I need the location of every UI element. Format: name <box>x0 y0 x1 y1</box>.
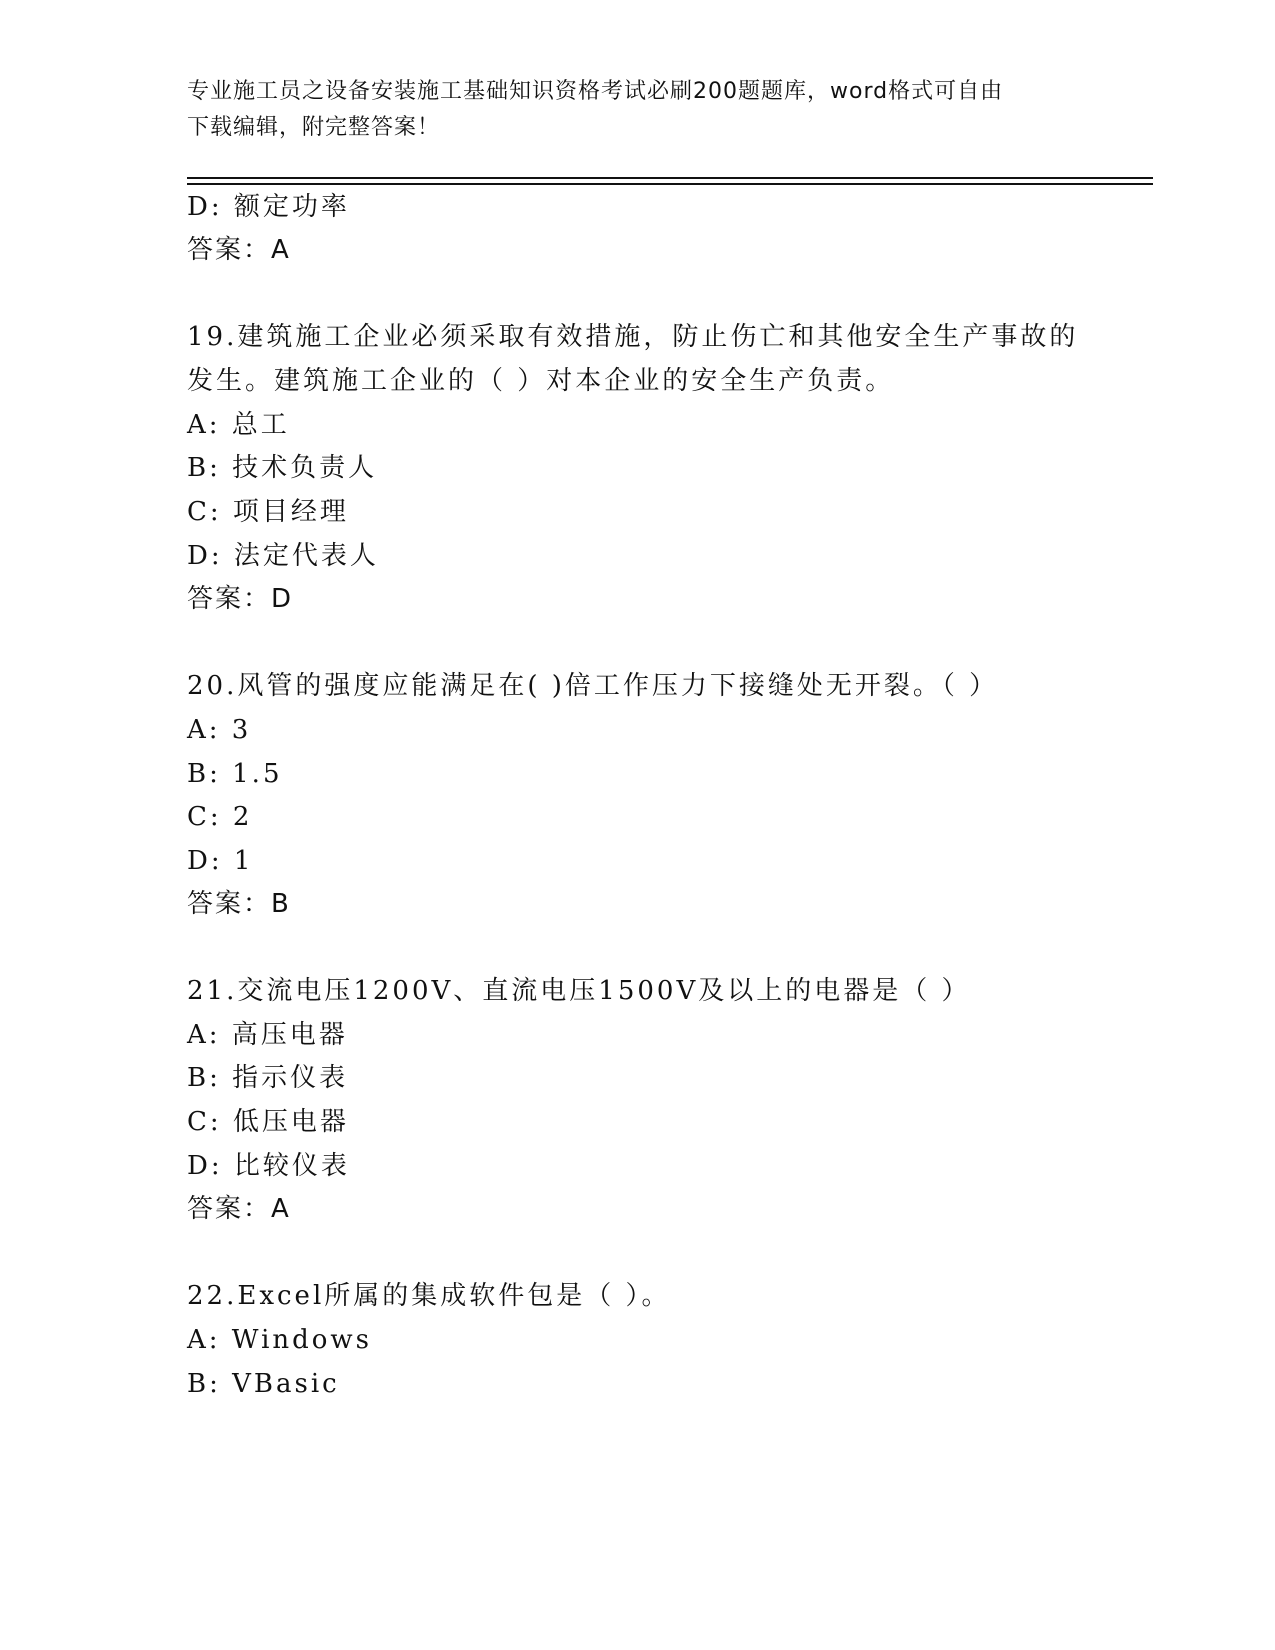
question-22-option-a: A: Windows <box>187 1325 373 1355</box>
question-19-answer: 答案：D <box>187 584 294 614</box>
question-19-stem-cont: 发生。建筑施工企业的（ ）对本企业的安全生产负责。 <box>187 366 895 396</box>
question-19-stem: 19.建筑施工企业必须采取有效措施，防止伤亡和其他安全生产事故的 <box>187 322 1079 352</box>
question-20-option-d: D: 1 <box>187 846 254 876</box>
question-21-option-a: A: 高压电器 <box>187 1020 348 1050</box>
question-19-option-a: A: 总工 <box>187 410 290 440</box>
question-20-option-b: B: 1.5 <box>187 759 283 789</box>
answer-label: 答案：A <box>187 235 291 265</box>
question-20-option-c: C: 2 <box>187 802 253 832</box>
question-20-option-a: A: 3 <box>187 715 252 745</box>
question-19-option-b: B: 技术负责人 <box>187 453 378 483</box>
question-21-option-d: D: 比较仪表 <box>187 1151 350 1181</box>
header-divider-bottom <box>187 183 1153 185</box>
option-d: D: 额定功率 <box>187 192 350 222</box>
question-19-option-d: D: 法定代表人 <box>187 541 379 571</box>
document-header <box>187 74 1067 146</box>
question-21-option-b: B: 指示仪表 <box>187 1063 349 1093</box>
question-20-stem: 20.风管的强度应能满足在( )倍工作压力下接缝处无开裂。（ ） <box>187 671 999 701</box>
question-20-answer: 答案：B <box>187 889 291 919</box>
question-21-answer: 答案：A <box>187 1194 291 1224</box>
question-21-option-c: C: 低压电器 <box>187 1107 349 1137</box>
header-line-2: 下载编辑，附完整答案！ <box>187 115 441 140</box>
question-19-option-c: C: 项目经理 <box>187 497 349 527</box>
question-21-stem: 21.交流电压1200V、直流电压1500V及以上的电器是（ ） <box>187 976 971 1006</box>
header-line-1: 专业施工员之设备安装施工基础知识资格考试必刷200题题库，word格式可自由 <box>187 79 1004 104</box>
header-divider-top <box>187 177 1153 179</box>
question-22-option-b: B: VBasic <box>187 1369 340 1399</box>
question-22-stem: 22.Excel所属的集成软件包是（ ）。 <box>187 1281 671 1311</box>
